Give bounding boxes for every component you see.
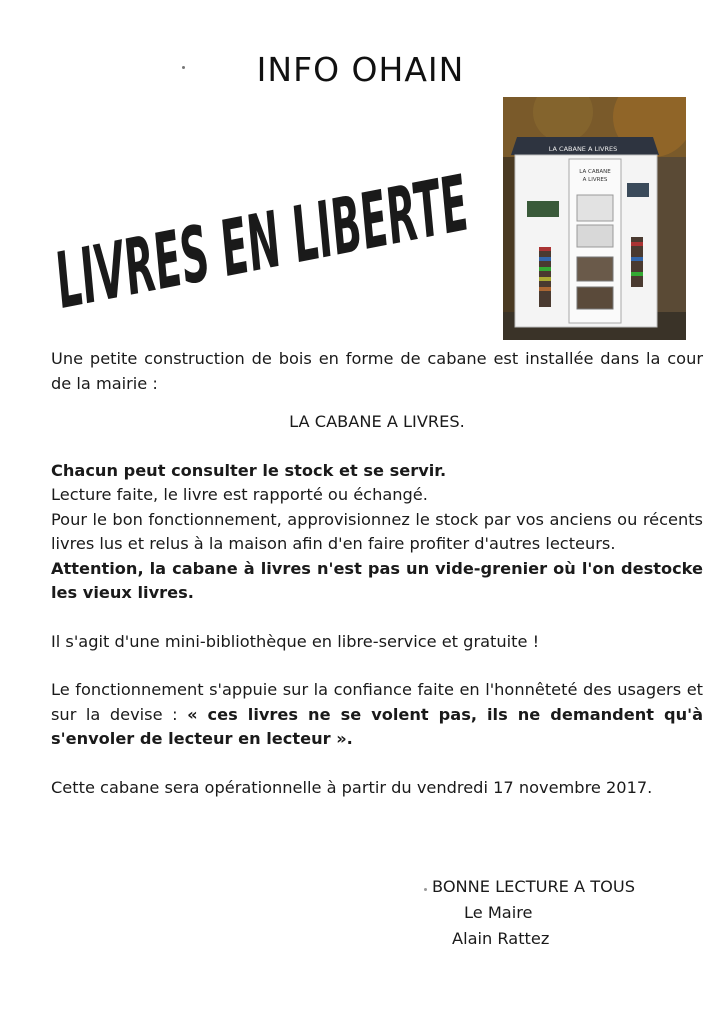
closing-line: BONNE LECTURE A TOUS [432, 877, 636, 896]
cabin-door-sign-line1: LA CABANE [579, 169, 611, 175]
rule-help-yourself: Chacun peut consulter le stock et se servir. [51, 460, 447, 480]
cabin-door-sign-line2: A LIVRES [582, 177, 608, 183]
trust-motto: « ces livres ne se volent pas, ils ne demandent qu'à s'envoler de lecteur en lecteur ». [51, 704, 704, 748]
headline-livres-en-liberte [48, 168, 488, 318]
scan-speck [424, 888, 427, 891]
cabin-name: LA CABANE A LIVRES. [289, 412, 465, 431]
scan-speck [182, 66, 185, 69]
signatory-role: Le Maire [464, 903, 533, 922]
mini-library-paragraph: Il s'agit d'une mini-bibliothèque en libre-service et gratuite ! [51, 631, 540, 651]
page-title: INFO OHAIN [256, 50, 465, 89]
operational-date: Cette cabane sera opérationnelle à partir du vendredi 17 novembre 2017. [51, 777, 653, 797]
intro-paragraph: Une petite construction de bois en forme de cabane est installée dans la cour de la mairie : [51, 349, 703, 393]
rule-return: Lecture faite, le livre est rapporté ou échangé. [51, 485, 428, 504]
cabin-roof-sign: LA CABANE A LIVRES [548, 145, 618, 153]
signatory-name: Alain Rattez [452, 929, 550, 948]
book-cabin-photo [503, 97, 686, 340]
headline-text: LIVRES EN LIBERTE [48, 168, 488, 318]
trust-text: Le fonctionnement s'appuie sur la confiance faite en l'honnêteté des usagers et sur la devise : [51, 680, 703, 724]
body-text [51, 347, 703, 800]
warning-paragraph: Attention, la cabane à livres n'est pas un vide-grenier où l'on destocke les vieux livres. [51, 558, 703, 602]
rule-supply: Pour le bon fonctionnement, approvisionnez le stock par vos anciens ou récents livres lus et relus à la maison afin d'en faire profiter d'autres lecteurs. [51, 509, 703, 553]
trust-paragraph [51, 678, 703, 752]
